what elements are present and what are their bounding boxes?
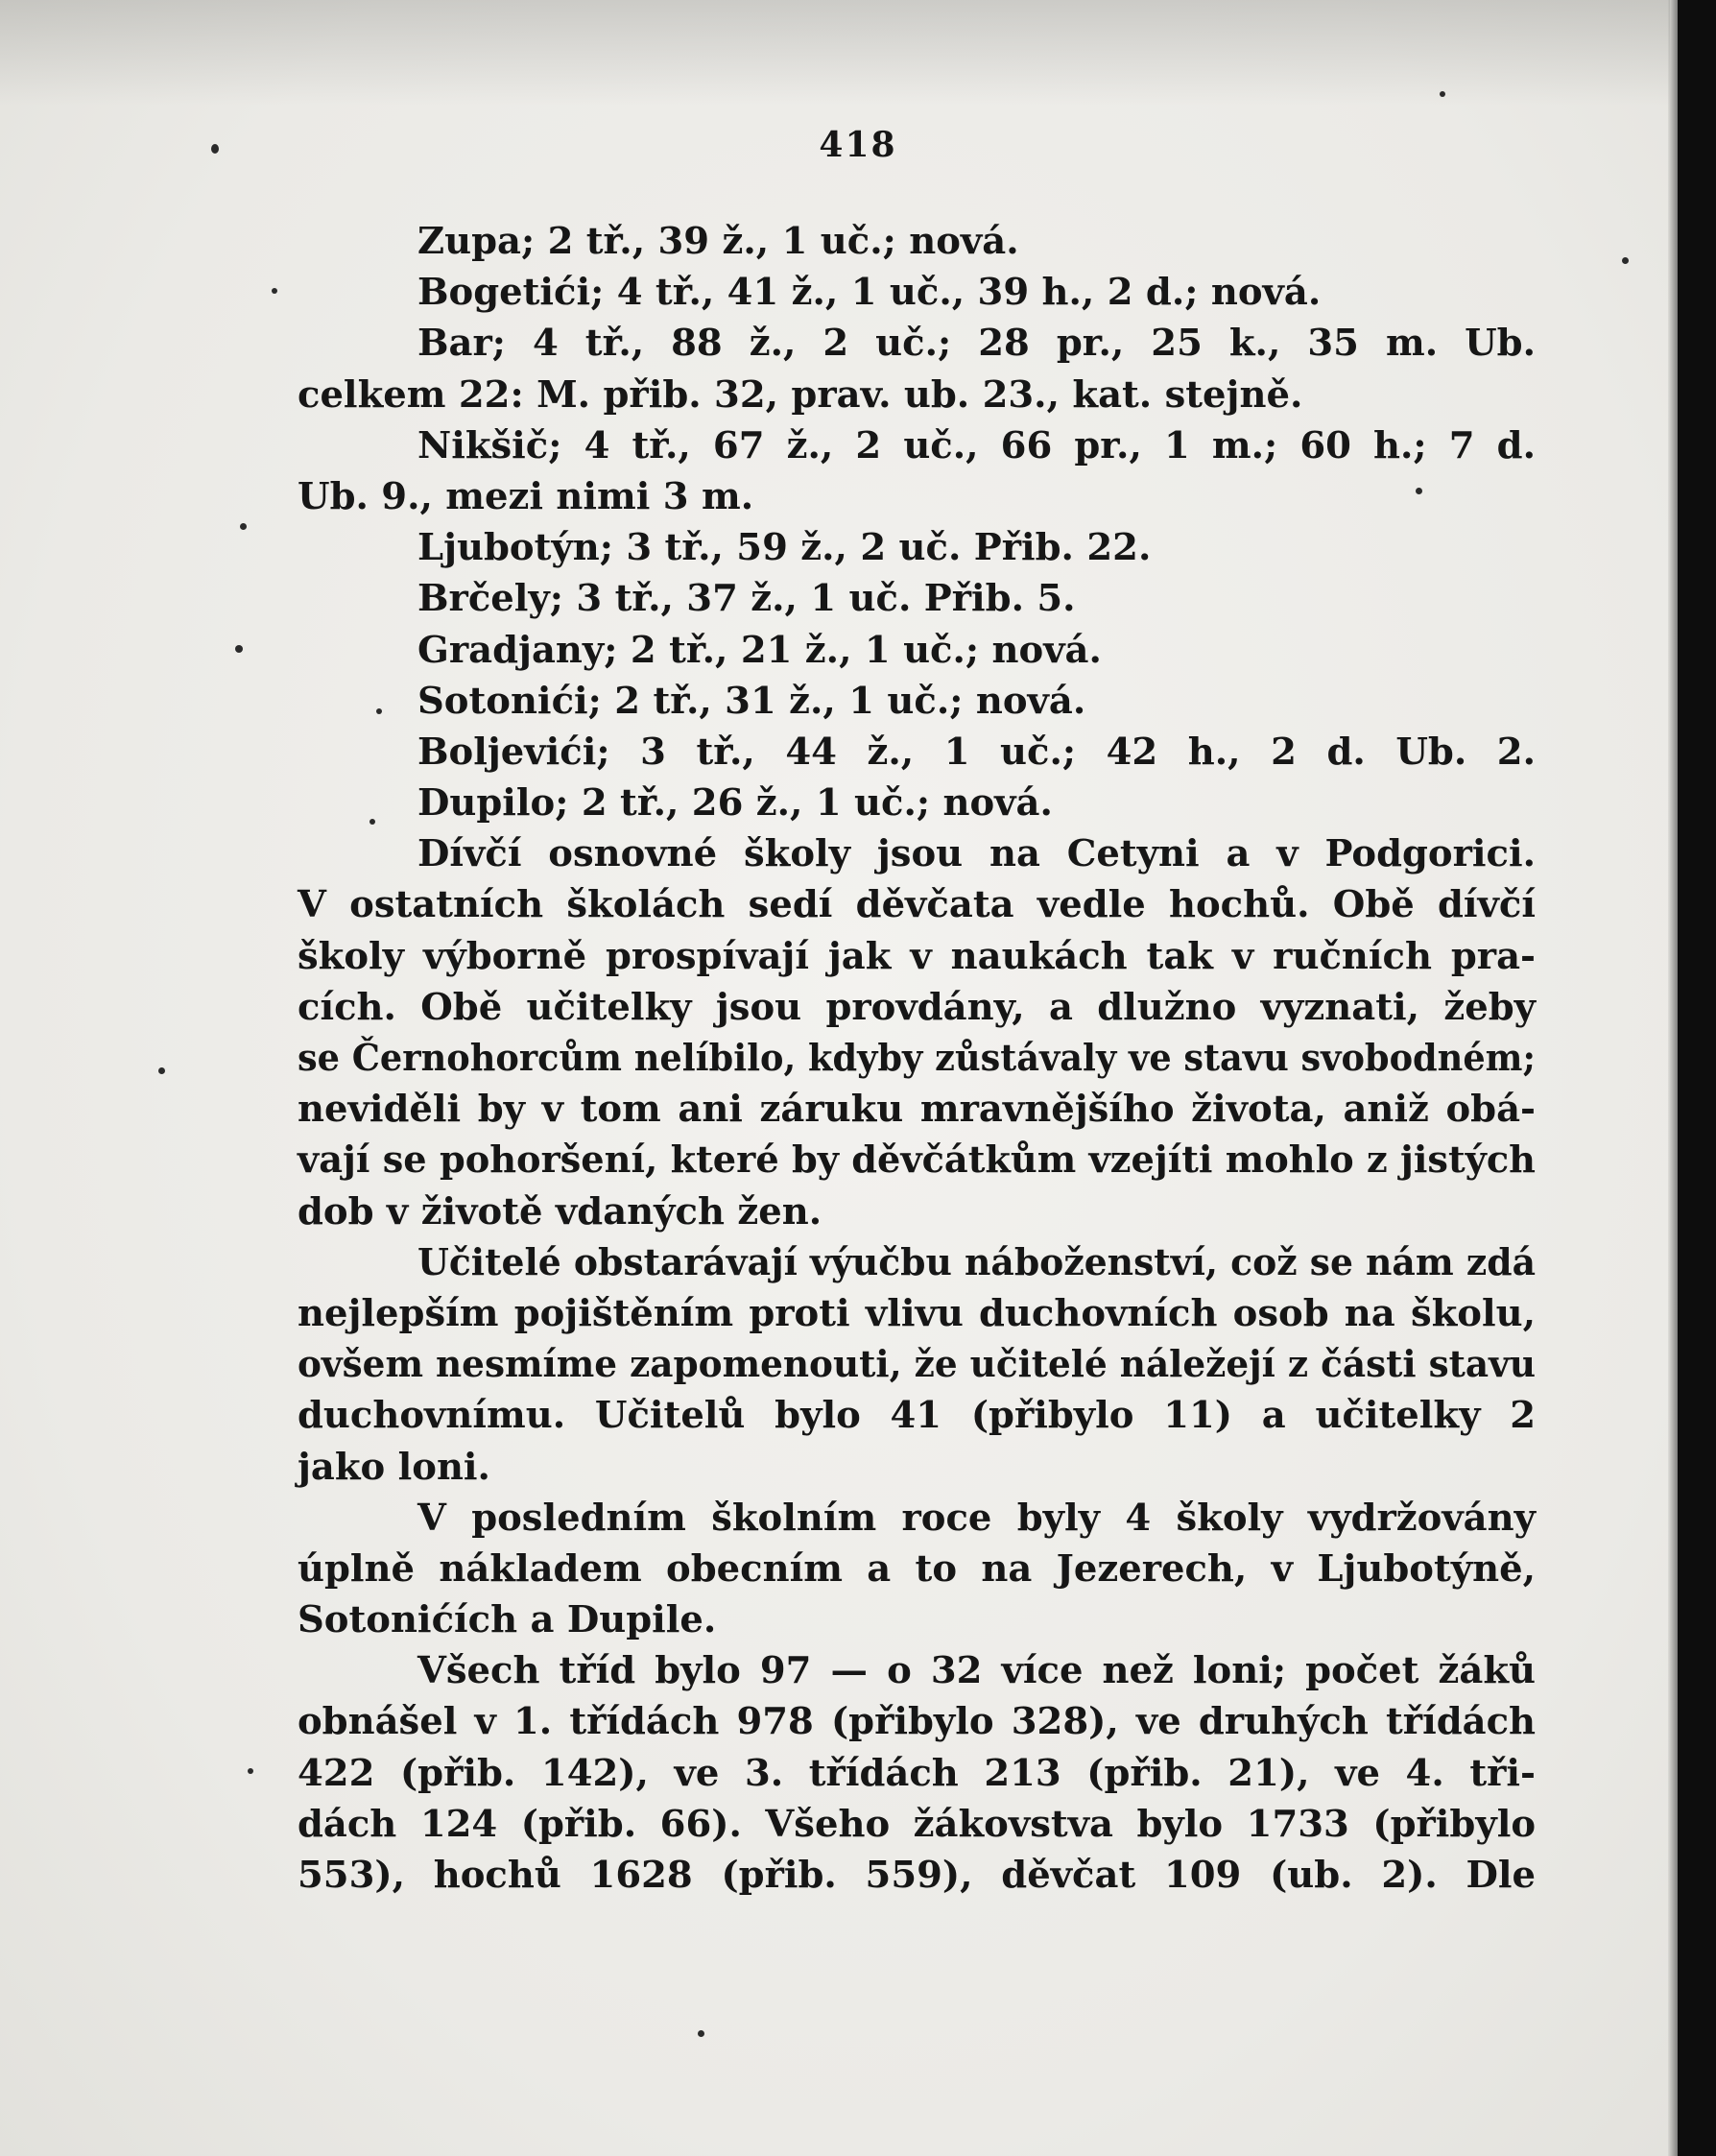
page-number: 418 (819, 125, 897, 165)
print-speck (240, 523, 247, 530)
print-speck (698, 2030, 704, 2037)
text-line: Nikšič; 4 tř., 67 ž., 2 uč., 66 pr., 1 m.; 60 h.; 7 d. (417, 423, 1536, 467)
text-line: Všech tříd bylo 97 — o 32 více než loni; počet žáků (417, 1649, 1536, 1693)
text-line: Dívčí osnovné školy jsou na Cetyni a v Podgorici. (417, 832, 1536, 876)
text-line: vají se pohoršení, které by děvčátkům vzejíti mohlo z jistých (298, 1138, 1536, 1183)
print-speck (369, 819, 375, 825)
print-speck (211, 144, 219, 154)
print-speck (376, 708, 382, 714)
text-line: Učitelé obstarávají výučbu náboženství, což se nám zdá (417, 1240, 1536, 1284)
text-line: Ub. 9., mezi nimi 3 m. (298, 474, 754, 518)
text-line: Zupa; 2 tř., 39 ž., 1 uč.; nová. (417, 220, 1019, 263)
book-binding-edge (1678, 0, 1716, 2156)
text-line: Brčely; 3 tř., 37 ž., 1 uč. Přib. 5. (417, 577, 1076, 621)
text-line: Sotonićích a Dupile. (298, 1598, 717, 1642)
print-speck (272, 288, 277, 294)
text-line: dách 124 (přib. 66). Všeho žákovstva bylo 1733 (přibylo (298, 1802, 1536, 1846)
text-line: školy výborně prospívají jak v naukách tak v ručních pra- (298, 934, 1536, 978)
text-line: Bogetići; 4 tř., 41 ž., 1 uč., 39 h., 2 d.; nová. (417, 271, 1322, 315)
text-line: Sotonići; 2 tř., 31 ž., 1 uč.; nová. (417, 679, 1086, 723)
top-shadow (0, 0, 1670, 106)
print-speck (1622, 257, 1629, 264)
text-line: Dupilo; 2 tř., 26 ž., 1 uč.; nová. (417, 781, 1053, 826)
text-line: celkem 22: M. přib. 32, prav. ub. 23., kat. stejně. (298, 372, 1303, 417)
print-speck (158, 1067, 165, 1074)
print-speck (248, 1768, 253, 1774)
page-edge-shadow (1668, 0, 1678, 2156)
text-line: obnášel v 1. třídách 978 (přibylo 328), ve druhých třídách (298, 1700, 1536, 1744)
text-line: cích. Obě učitelky jsou provdány, a dlužno vyznati, žeby (298, 985, 1536, 1029)
text-line: neviděli by v tom ani záruku mravnějšího života, aniž obá- (298, 1088, 1536, 1132)
text-line: úplně nákladem obecním a to na Jezerech, v Ljubotýně, (298, 1546, 1536, 1591)
text-line: nejlepším pojištěním proti vlivu duchovních osob na školu, (298, 1291, 1536, 1335)
text-line: 553), hochů 1628 (přib. 559), děvčat 109 (ub. 2). Dle (298, 1854, 1536, 1897)
body-text (298, 216, 1536, 1901)
text-line: dob v životě vdaných žen. (298, 1189, 822, 1234)
text-line: Boljevići; 3 tř., 44 ž., 1 uč.; 42 h., 2 d. Ub. 2. (417, 730, 1536, 774)
print-speck (1416, 488, 1422, 494)
text-line: duchovnímu. Učitelů bylo 41 (přibylo 11) a učitelky 2 (298, 1394, 1536, 1438)
print-speck (1440, 91, 1445, 97)
text-line: Ljubotýn; 3 tř., 59 ž., 2 uč. Přib. 22. (417, 526, 1152, 570)
text-line: V posledním školním roce byly 4 školy vydržovány (417, 1496, 1536, 1540)
text-line: 422 (přib. 142), ve 3. třídách 213 (přib. 21), ve 4. tři- (298, 1751, 1536, 1795)
text-line: ovšem nesmíme zapomenouti, že učitelé náležejí z části stavu (298, 1343, 1536, 1387)
text-line: Gradjany; 2 tř., 21 ž., 1 uč.; nová. (417, 628, 1102, 672)
text-line: Bar; 4 tř., 88 ž., 2 uč.; 28 pr., 25 k., 35 m. Ub. (417, 322, 1536, 366)
text-line: jako loni. (298, 1445, 490, 1489)
print-speck (235, 645, 243, 653)
text-line: se Černohorcům nelíbilo, kdyby zůstávaly ve stavu svobodném; (298, 1037, 1536, 1080)
text-line: V ostatních školách sedí děvčata vedle hochů. Obě dívčí (298, 883, 1536, 927)
